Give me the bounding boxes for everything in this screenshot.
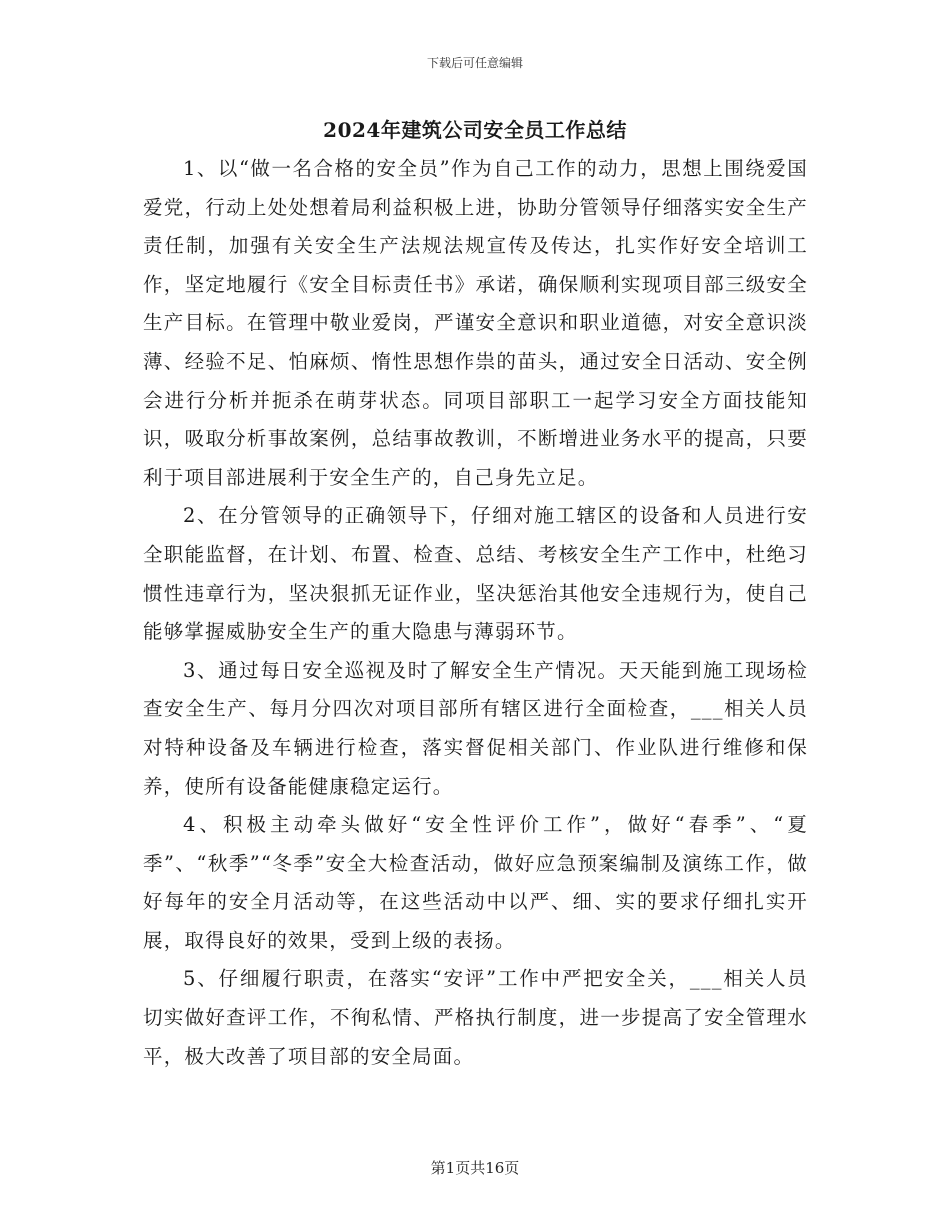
paragraph-1: 1、以“做一名合格的安全员”作为自己工作的动力，思想上围绕爱国爱党，行动上处处想着局利益积极上进，协助分管领导仔细落实安全生产责任制，加强有关安全生产法规法规宣传及传达，扎实作好安全培训工作，坚定地履行《安全目标责任书》承诺，确保顺利实现项目部三级安全生产目标。在管理中敬业爱岗，严谨安全意识和职业道德，对安全意识淡薄、经验不足、怕麻烦、惰性思想作祟的苗头，通过安全日活动、安全例会进行分析并扼杀在萌芽状态。同项目部职工一起学习安全方面技能知识，吸取分析事故案例，总结事故教训，不断增进业务水平的提高，只要利于项目部进展利于安全生产的，自己身先立足。	[143, 157, 808, 489]
document-title: 2024年建筑公司安全员工作总结	[323, 118, 627, 142]
document-body	[143, 150, 808, 1076]
paragraph-3: 3、通过每日安全巡视及时了解安全生产情况。天天能到施工现场检查安全生产、每月分四次对项目部所有辖区进行全面检查，___相关人员对特种设备及车辆进行检查，落实督促相关部门、作业队进行维修和保养，使所有设备能健康稳定运行。	[143, 658, 808, 798]
paragraph-2: 2、在分管领导的正确领导下，仔细对施工辖区的设备和人员进行安全职能监督，在计划、布置、检查、总结、考核安全生产工作中，杜绝习惯性违章行为，坚决狠抓无证作业，坚决惩治其他安全违规行为，使自己能够掌握威胁安全生产的重大隐患与薄弱环节。	[143, 504, 808, 644]
paragraph-5: 5、仔细履行职责，在落实“安评”工作中严把安全关，___相关人员切实做好查评工作，不徇私情、严格执行制度，进一步提高了安全管理水平，极大改善了项目部的安全局面。	[143, 967, 808, 1068]
header-note: 下载后可任意编辑	[426, 56, 523, 70]
page-number-footer: 第1页共16页	[430, 1159, 520, 1177]
paragraph-4: 4、积极主动牵头做好“安全性评价工作”，做好“春季”、“夏季”、“秋季”“冬季”安全大检查活动，做好应急预案编制及演练工作，做好每年的安全月活动等，在这些活动中以严、细、实的要求仔细扎实开展，取得良好的效果，受到上级的表扬。	[143, 813, 808, 952]
